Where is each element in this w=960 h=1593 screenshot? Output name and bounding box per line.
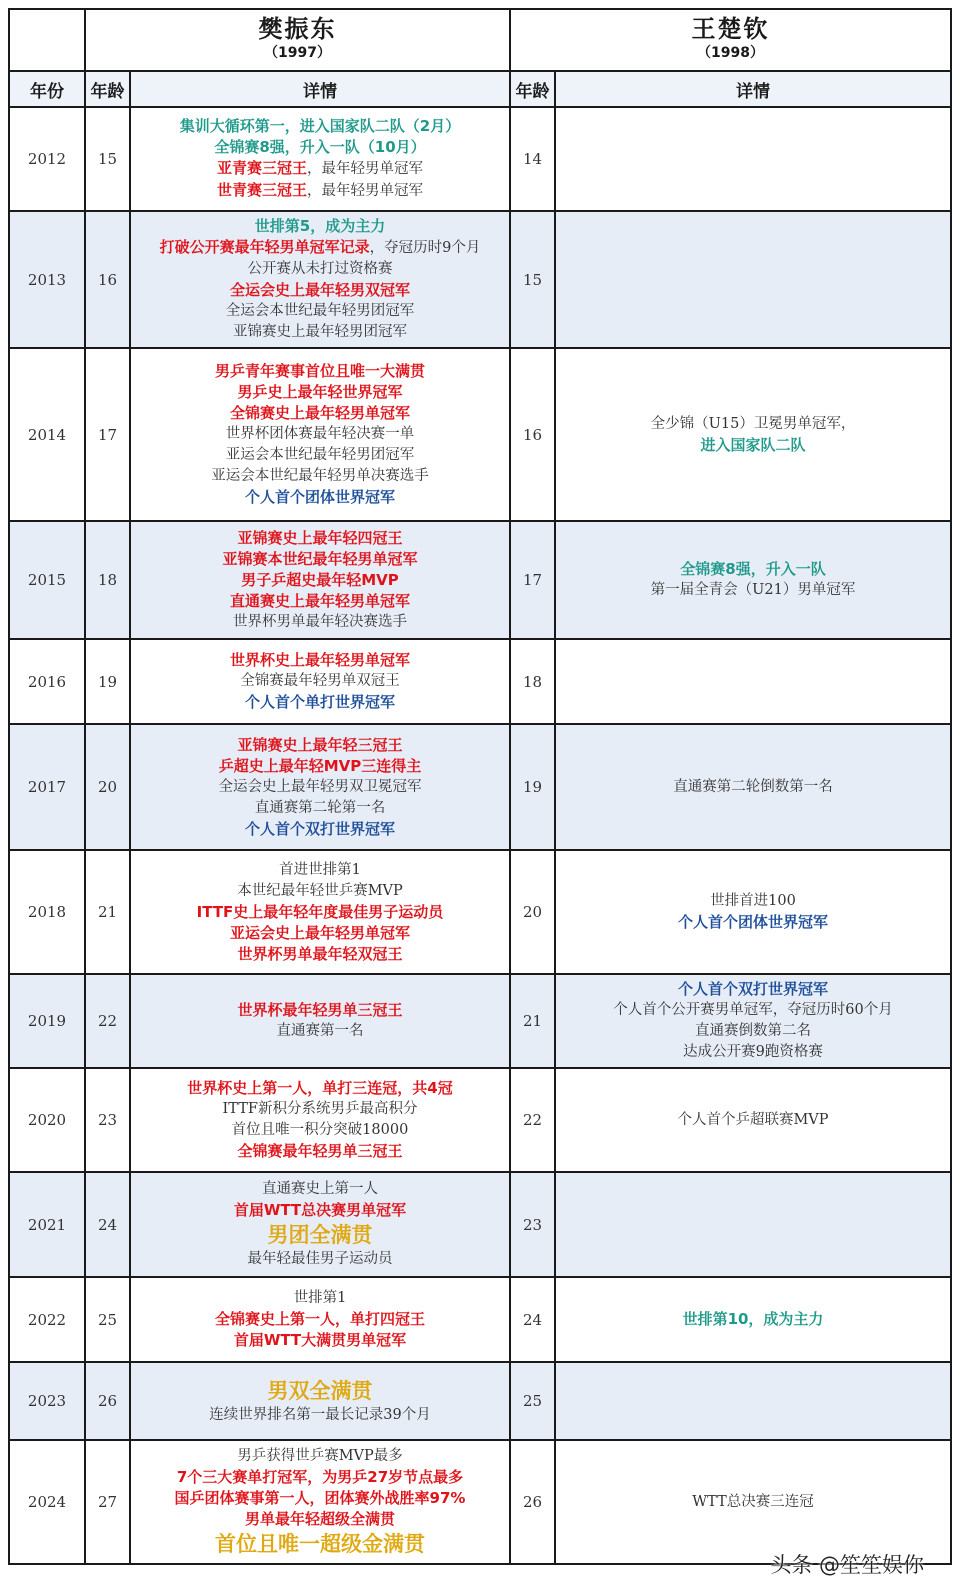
comparison-table — [8, 8, 952, 1565]
player2-detail-cell — [555, 1172, 951, 1277]
age1-cell: 17 — [85, 348, 130, 521]
player1-detail-line: 个人首个单打世界冠军 — [244, 693, 395, 711]
player1-detail-cell — [130, 974, 510, 1068]
player1-detail-line: 乒超史上最年轻MVP三连得主 — [218, 756, 422, 775]
player1-detail-line: ITTF史上最年轻年度最佳男子运动员 — [196, 902, 444, 921]
player1-detail-line: 世界杯男单最年轻双冠王 — [237, 944, 403, 963]
player1-header — [85, 9, 510, 71]
player1-detail-line: 亚锦赛本世纪最年轻男单冠军 — [222, 549, 418, 568]
age2-cell: 19 — [510, 724, 555, 850]
plain-text: ，夺冠历时9个月 — [369, 240, 481, 256]
player2-detail-line: 个人首个乒超联赛MVP — [677, 1111, 829, 1128]
player1-detail-line: 全锦赛8强，升入一队（10月） — [214, 138, 426, 156]
table-row — [9, 639, 951, 724]
player-header-row — [9, 9, 951, 71]
player2-detail-line: 达成公开赛9跑资格赛 — [683, 1044, 823, 1060]
year-cell: 2023 — [9, 1362, 85, 1440]
player1-detail-line: 男团全满贯 — [267, 1223, 373, 1247]
player1-detail-line: 7个三大赛单打冠军，为男乒27岁节点最多 — [176, 1468, 464, 1486]
player1-detail-cell — [130, 1172, 510, 1277]
age1-cell: 24 — [85, 1172, 130, 1277]
plain-text: ，最年轻男单冠军 — [307, 183, 423, 199]
player1-detail-line: 全运会史上最年轻男双卫冕冠军 — [218, 778, 422, 795]
player1-detail-line: 男乒获得世乒赛MVP最多 — [237, 1448, 403, 1464]
player2-detail-line: 直通赛倒数第二名 — [695, 1023, 811, 1039]
player2-birth: （1998） — [697, 45, 764, 61]
player1-detail-line: 首位且唯一超级金满贯 — [215, 1532, 425, 1556]
age2-cell: 16 — [510, 348, 555, 521]
player2-detail-cell — [555, 521, 951, 639]
highlight-text: 打破公开赛最年轻男单冠军记录 — [159, 238, 370, 256]
year-cell: 2021 — [9, 1172, 85, 1277]
player1-detail-line: 全锦赛最年轻男单双冠王 — [240, 673, 400, 689]
table-row — [9, 974, 951, 1068]
year-cell: 2014 — [9, 348, 85, 521]
player1-detail-line: 首届WTT大满贯男单冠军 — [233, 1331, 407, 1349]
player2-detail-cell — [555, 724, 951, 850]
player1-detail-line: 世界杯史上最年轻男单冠军 — [229, 651, 410, 669]
player1-detail-line: 国乒团体赛事第一人，团体赛外战胜率97% — [174, 1489, 466, 1507]
player2-name: 王楚钦 — [691, 15, 770, 43]
player1-detail-cell — [130, 1362, 510, 1440]
player1-detail-line: 世排第1 — [293, 1290, 347, 1306]
player1-detail-line: 首进世排第1 — [279, 861, 361, 878]
table-row — [9, 107, 951, 211]
age2-cell: 23 — [510, 1172, 555, 1277]
player1-detail-cell — [130, 1277, 510, 1362]
col-year: 年份 — [9, 71, 85, 107]
player2-detail-line: 个人首个双打世界冠军 — [677, 980, 828, 998]
player1-detail-line — [131, 180, 509, 202]
year-cell: 2016 — [9, 639, 85, 724]
table-row — [9, 211, 951, 348]
age1-cell: 21 — [85, 850, 130, 974]
player1-detail-line: 公开赛从未打过资格赛 — [247, 261, 393, 277]
table-row — [9, 348, 951, 521]
player2-detail-cell — [555, 1362, 951, 1440]
player1-detail-line: 个人首个团体世界冠军 — [244, 488, 395, 506]
year-cell: 2013 — [9, 211, 85, 348]
col-detail1: 详情 — [130, 71, 510, 107]
player1-detail-cell — [130, 107, 510, 211]
age2-cell: 25 — [510, 1362, 555, 1440]
age1-cell: 16 — [85, 211, 130, 348]
player1-detail-line: 亚运会本世纪最年轻男单决赛选手 — [211, 468, 429, 484]
age1-cell: 20 — [85, 724, 130, 850]
player2-header — [510, 9, 951, 71]
player2-detail-cell — [555, 348, 951, 521]
table-row — [9, 724, 951, 850]
player2-detail-line: 个人首个团体世界冠军 — [677, 913, 828, 931]
player2-detail-line: 全锦赛8强，升入一队 — [680, 560, 826, 578]
table-wrapper — [8, 8, 950, 1565]
player2-detail-cell — [555, 107, 951, 211]
age2-cell: 17 — [510, 521, 555, 639]
table-row — [9, 1277, 951, 1362]
player1-detail-line: 男双全满贯 — [267, 1378, 373, 1403]
player2-detail-cell — [555, 850, 951, 974]
player2-detail-line: 个人首个公开赛男单冠军，夺冠历时60个月 — [613, 1002, 893, 1018]
player1-detail-line: 全运会本世纪最年轻男团冠军 — [225, 303, 415, 319]
player1-detail-line: 直通赛第二轮第一名 — [254, 799, 386, 816]
player2-detail-line: 直通赛第二轮倒数第一名 — [673, 778, 833, 795]
year-cell: 2012 — [9, 107, 85, 211]
player1-detail-line: 男乒史上最年轻世界冠军 — [237, 383, 403, 401]
player1-detail-line: 直通赛史上第一人 — [262, 1181, 378, 1197]
player1-detail-line: 连续世界排名第一最长记录39个月 — [209, 1406, 431, 1423]
player1-birth: （1997） — [264, 45, 331, 61]
age2-cell: 24 — [510, 1277, 555, 1362]
player2-detail-cell — [555, 1440, 951, 1564]
highlight-text: 世青赛三冠王 — [216, 181, 307, 199]
player2-detail-cell — [555, 1277, 951, 1362]
table-row — [9, 1440, 951, 1564]
age2-cell: 18 — [510, 639, 555, 724]
player1-detail-line: 世排第5，成为主力 — [254, 217, 386, 235]
player2-detail-line: WTT总决赛三连冠 — [692, 1493, 814, 1510]
age1-cell: 19 — [85, 639, 130, 724]
year-cell: 2024 — [9, 1440, 85, 1564]
player1-detail-line: 本世纪最年轻世乒赛MVP — [237, 882, 403, 899]
player2-detail-cell — [555, 1068, 951, 1172]
player2-detail-line: 世排第10，成为主力 — [682, 1310, 824, 1328]
year-cell: 2019 — [9, 974, 85, 1068]
player2-detail-line: 全少锦（U15）卫冕男单冠军， — [650, 415, 856, 432]
player1-detail-line: 全锦赛最年轻男单三冠王 — [237, 1142, 403, 1160]
player1-detail-line: 集训大循环第一，进入国家队二队（2月） — [179, 117, 461, 135]
player1-detail-cell — [130, 521, 510, 639]
player1-detail-cell — [130, 348, 510, 521]
highlight-text: 亚青赛三冠王 — [216, 159, 307, 177]
age2-cell: 21 — [510, 974, 555, 1068]
age1-cell: 18 — [85, 521, 130, 639]
col-detail2: 详情 — [555, 71, 951, 107]
player2-detail-line: 进入国家队二队 — [700, 435, 806, 454]
player1-detail-cell — [130, 724, 510, 850]
age1-cell: 22 — [85, 974, 130, 1068]
player1-detail-line: 世界杯史上第一人，单打三连冠，共4冠 — [187, 1079, 453, 1097]
table-row — [9, 1172, 951, 1277]
player1-detail-line: 个人首个双打世界冠军 — [244, 819, 395, 838]
year-cell: 2018 — [9, 850, 85, 974]
player1-name: 樊振东 — [258, 15, 337, 43]
player1-detail-cell — [130, 1440, 510, 1564]
player1-detail-line: 全运会史上最年轻男双冠军 — [229, 281, 410, 299]
player1-detail-line: 直通赛第一名 — [276, 1023, 364, 1039]
age1-cell: 15 — [85, 107, 130, 211]
player1-detail-cell — [130, 850, 510, 974]
player1-detail-line: 男子乒超史最年轻MVP — [241, 570, 399, 589]
player1-detail-line: 亚锦赛史上最年轻男团冠军 — [233, 324, 407, 340]
year-cell: 2017 — [9, 724, 85, 850]
player2-detail-cell — [555, 211, 951, 348]
player1-detail-line: 直通赛史上最年轻男单冠军 — [229, 591, 410, 610]
player1-detail-line — [131, 237, 509, 259]
column-header-row — [9, 71, 951, 107]
player1-detail-line: 世界杯最年轻男单三冠王 — [237, 1001, 403, 1019]
plain-text: ，最年轻男单冠军 — [307, 161, 423, 177]
table-row — [9, 1068, 951, 1172]
age1-cell: 27 — [85, 1440, 130, 1564]
player2-detail-line: 世排首进100 — [710, 893, 796, 909]
age1-cell: 26 — [85, 1362, 130, 1440]
player1-detail-line: 全锦赛史上最年轻男单冠军 — [229, 404, 410, 422]
age2-cell: 15 — [510, 211, 555, 348]
player1-detail-line — [131, 158, 509, 180]
player2-detail-line: 第一届全青会（U21）男单冠军 — [650, 582, 856, 598]
age1-cell: 23 — [85, 1068, 130, 1172]
col-age2: 年龄 — [510, 71, 555, 107]
table-row — [9, 521, 951, 639]
player2-detail-cell — [555, 639, 951, 724]
player1-detail-line: ITTF新积分系统男乒最高积分 — [222, 1101, 418, 1117]
player1-detail-line: 全锦赛史上第一人，单打四冠王 — [214, 1310, 425, 1328]
player1-detail-line: 首位且唯一积分突破18000 — [231, 1122, 409, 1138]
age2-cell: 22 — [510, 1068, 555, 1172]
player1-detail-line: 世界杯团体赛最年轻决赛一单 — [225, 426, 415, 442]
year-cell: 2022 — [9, 1277, 85, 1362]
player1-detail-line: 亚运会本世纪最年轻男团冠军 — [225, 447, 415, 463]
watermark: 头条 @笙笙娱你 — [770, 1553, 924, 1577]
player1-detail-cell — [130, 639, 510, 724]
player1-detail-line: 亚锦赛史上最年轻三冠王 — [237, 735, 403, 754]
player1-detail-cell — [130, 1068, 510, 1172]
year-cell: 2020 — [9, 1068, 85, 1172]
year-cell: 2015 — [9, 521, 85, 639]
age2-cell: 26 — [510, 1440, 555, 1564]
table-row — [9, 1362, 951, 1440]
player1-detail-line: 男乒青年赛事首位且唯一大满贯 — [214, 362, 425, 380]
age2-cell: 20 — [510, 850, 555, 974]
table-row — [9, 850, 951, 974]
corner-cell — [9, 9, 85, 71]
player1-detail-line: 亚运会史上最年轻男单冠军 — [229, 923, 410, 942]
player1-detail-line: 世界杯男单最年轻决赛选手 — [233, 613, 407, 630]
player1-detail-cell — [130, 211, 510, 348]
age2-cell: 14 — [510, 107, 555, 211]
player1-detail-line: 男单最年轻超级全满贯 — [244, 1510, 395, 1528]
col-age1: 年龄 — [85, 71, 130, 107]
table-body — [9, 107, 951, 1564]
player1-detail-line: 首届WTT总决赛男单冠军 — [233, 1201, 407, 1219]
age1-cell: 25 — [85, 1277, 130, 1362]
player1-detail-line: 最年轻最佳男子运动员 — [247, 1251, 393, 1267]
player1-detail-line: 亚锦赛史上最年轻四冠王 — [237, 528, 403, 547]
player2-detail-cell — [555, 974, 951, 1068]
